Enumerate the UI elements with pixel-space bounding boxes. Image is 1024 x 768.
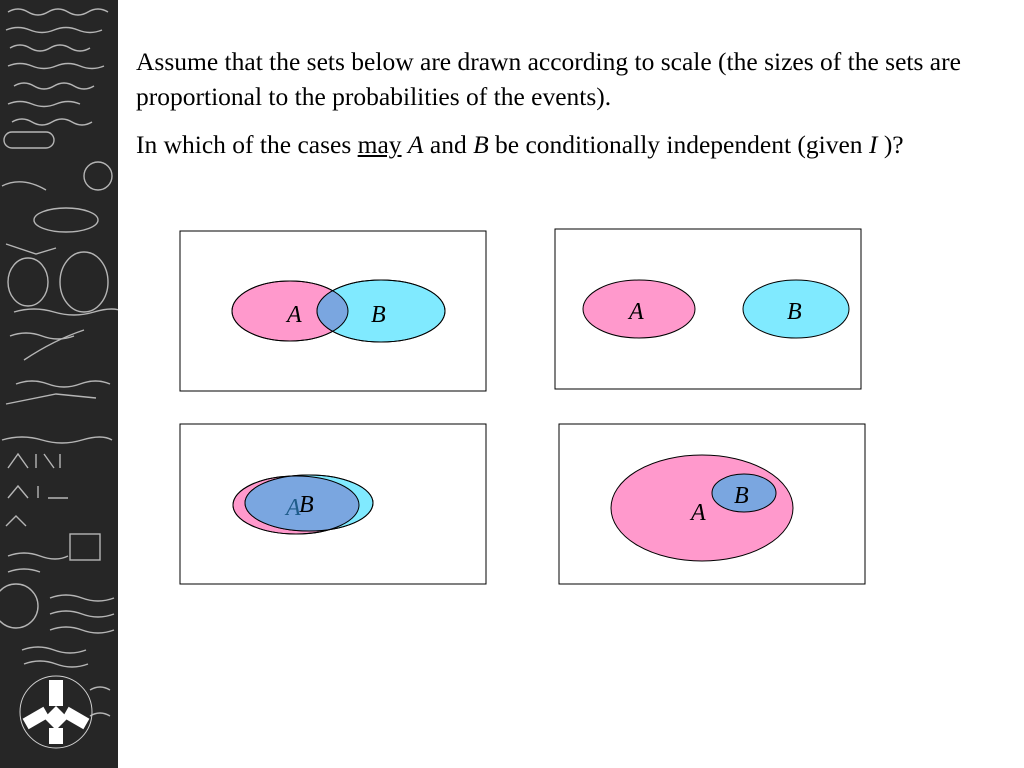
label-a: A <box>691 500 706 526</box>
underlined-may: may <box>357 130 402 159</box>
set-a-symbol: A <box>407 130 424 159</box>
question-middle: be conditionally independent (given <box>488 130 869 159</box>
label-b: B <box>734 483 749 509</box>
label-b: B <box>299 492 314 518</box>
label-a: A <box>287 302 302 328</box>
panel-disjoint <box>555 229 861 389</box>
panel-overlap <box>180 231 486 391</box>
question-and: and <box>423 130 474 159</box>
panel-nearly-equal <box>180 424 486 584</box>
label-b: B <box>787 299 802 325</box>
label-a: A <box>286 495 301 521</box>
question-prefix: In which of the cases <box>136 130 358 159</box>
question-end: )? <box>877 130 904 159</box>
panel-b-subset-of-a <box>559 424 865 584</box>
set-b-symbol: B <box>473 130 489 159</box>
label-a: A <box>629 299 644 325</box>
condition-i-symbol: I <box>868 130 878 159</box>
intro-text: Assume that the sets below are drawn according to scale (the sizes of the sets are proportional to the probabilities of the events). <box>136 47 961 111</box>
label-b: B <box>371 302 386 328</box>
